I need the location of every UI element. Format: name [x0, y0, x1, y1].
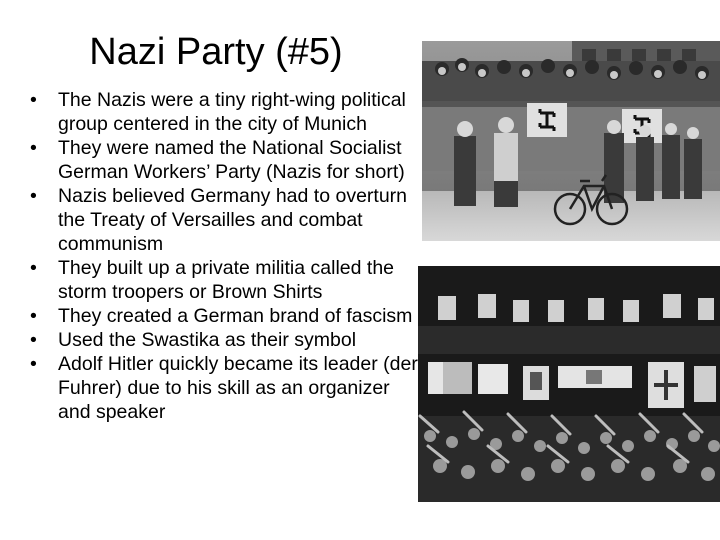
- photo-storm-troopers-truck-illustration: [422, 41, 720, 241]
- bullet-item: [30, 136, 422, 184]
- photo-storm-troopers-truck: [422, 41, 720, 241]
- bullet-dot: •: [30, 353, 37, 375]
- bullet-dot: •: [30, 257, 37, 279]
- bullet-list: [30, 88, 422, 424]
- photo-rally-hall: [418, 266, 720, 502]
- bullet-item: [30, 184, 422, 256]
- photo-rally-hall-illustration: [418, 266, 720, 502]
- bullet-dot: •: [30, 137, 37, 159]
- bullet-dot: •: [30, 305, 37, 327]
- bullet-text: Adolf Hitler quickly became its leader (der Fuhrer) due to his skill as an organizer and speaker: [58, 353, 418, 423]
- bullet-dot: •: [30, 329, 37, 351]
- bullet-dot: •: [30, 185, 37, 207]
- bullet-text: Nazis believed Germany had to overturn the Treaty of Versailles and combat communism: [58, 185, 408, 255]
- slide-title: Nazi Party (#5): [89, 31, 343, 73]
- bullet-text: They built up a private militia called the storm troopers or Brown Shirts: [58, 257, 395, 303]
- bullet-item: [30, 304, 422, 328]
- bullet-dot: •: [30, 89, 37, 111]
- bullet-item: [30, 352, 422, 424]
- bullet-item: [30, 256, 422, 304]
- bullet-item: [30, 328, 422, 352]
- bullet-text: They were named the National Socialist German Workers’ Party (Nazis for short): [58, 137, 405, 183]
- bullet-item: [30, 88, 422, 136]
- bullet-text: They created a German brand of fascism: [58, 305, 413, 327]
- bullet-text: Used the Swastika as their symbol: [58, 329, 357, 351]
- bullet-text: The Nazis were a tiny right-wing political group centered in the city of Munich: [58, 89, 406, 135]
